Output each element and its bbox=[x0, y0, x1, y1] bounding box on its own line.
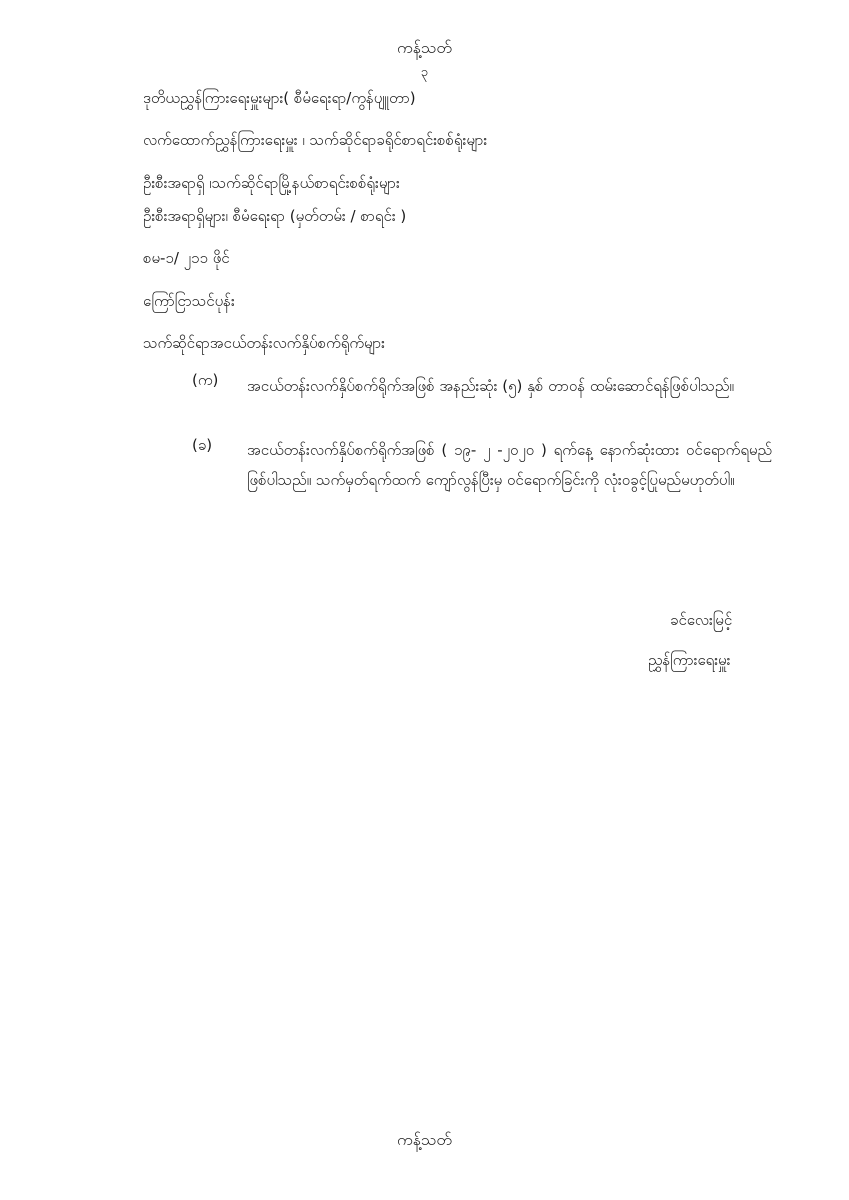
header-classification: ကန့်သတ် bbox=[397, 38, 452, 57]
paragraph-text: အငယ်တန်းလက်နှိပ်စက်ရိုက်အဖြစ် အနည်းဆုံး (၅) နှစ် တာဝန် ထမ်းဆောင်ရန်ဖြစ်ပါသည်။ bbox=[247, 377, 734, 395]
paragraph-marker: (ခ) bbox=[192, 436, 213, 454]
paragraph-ka bbox=[192, 370, 772, 402]
addressee-line-1: ဒုတိယညွှန်ကြားရေးမှူးများ( စီမံရေးရာ/ကွန်ပျူတာ) bbox=[143, 89, 416, 107]
addressee-line-2: လက်ထောက်ညွှန်ကြားရေးမှူး ၊ သက်ဆိုင်ရာခရိုင်စာရင်းစစ်ရုံးများ bbox=[143, 131, 488, 149]
copy-label: ကြော်ငြာသင်ပုန်း bbox=[143, 292, 235, 310]
reference-number: စမ-၁/ ၂၁၁ ဖိုင် bbox=[143, 249, 230, 267]
addressee-line-4: ဦးစီးအရာရှိများ၊ စီမံရေးရာ (မှတ်တမ်း / စာရင်း ) bbox=[143, 207, 407, 225]
footer-classification: ကန့်သတ် bbox=[397, 1130, 452, 1149]
addressee-line-3: ဦးစီးအရာရှိ ၊သက်ဆိုင်ရာမြို့နယ်စာရင်းစစ်ရုံးများ bbox=[143, 174, 400, 192]
paragraph-marker: (က) bbox=[192, 371, 219, 389]
signatory-title: ညွှန်ကြားရေးမှူး bbox=[648, 651, 731, 669]
page-number: ၃ bbox=[420, 65, 429, 80]
paragraph-kha bbox=[192, 435, 772, 495]
signatory-name: ခင်လေးမြင့် bbox=[670, 611, 733, 629]
paragraph-text: အငယ်တန်းလက်နှိပ်စက်ရိုက်အဖြစ် ( ၁၉- ၂ -၂၀၂၀ ) ရက်နေ့ နောက်ဆုံးထား ဝင်ရောက်ရမည် ဖြစ်ပါသည်။ သက်မှတ်ရက်ထက် ကျော်လွန်ပြီးမှ ဝင်ရောက်ခြင်းကို လုံးဝခွင့်ပြုမည်မဟုတ်ပါ။ bbox=[247, 441, 772, 489]
subject-line: သက်ဆိုင်ရာအငယ်တန်းလက်နှိပ်စက်ရိုက်များ bbox=[143, 334, 385, 352]
